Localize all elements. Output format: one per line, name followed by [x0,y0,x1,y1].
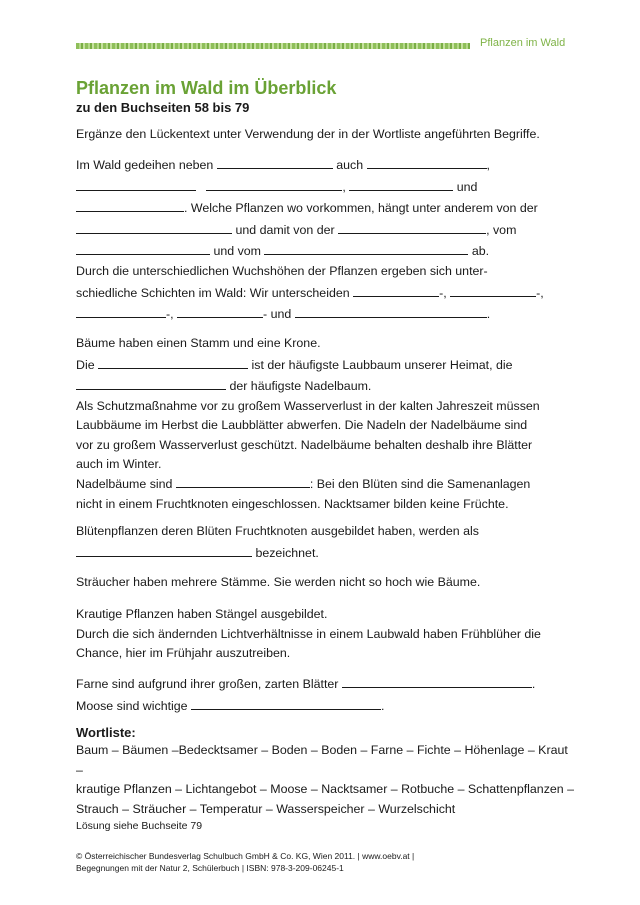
instruction: Ergänze den Lückentext unter Verwendung der in der Wortliste angeführten Begriffe. [76,127,540,141]
text: . [486,307,491,321]
cloze-line [76,176,576,198]
wortliste-title: Wortliste: [76,725,136,740]
blank-field[interactable] [76,197,184,212]
page-title: Pflanzen im Wald im Überblick [76,78,337,98]
text: vor zu großem Wasserverlust geschützt. Nadelbäume behalten deshalb ihre Blätter [76,437,533,452]
text: Krautige Pflanzen haben Stängel ausgebildet. [76,607,328,621]
text: ist der häufigste Laubbaum unserer Heimat, die [251,357,513,372]
text: . [381,698,385,713]
blank-field[interactable] [191,695,381,710]
cloze-line [76,240,576,262]
text: auch im Winter. [76,457,162,471]
text: -, [536,285,544,300]
text: Durch die unterschiedlichen Wuchshöhen der Pflanzen ergeben sich unter- [76,264,488,278]
blank-field[interactable] [76,240,210,255]
text: , [342,179,346,194]
text: Als Schutzmaßnahme vor zu großem Wasserverlust in der kalten Jahreszeit müssen [76,398,540,413]
blank-field[interactable] [176,473,310,488]
header-title: Pflanzen im Wald [480,37,566,49]
cloze-paragraph-5 [76,522,576,563]
blank-field[interactable] [450,282,536,297]
text: der häufigste Nadelbaum. [229,379,372,393]
paragraph-6: Sträucher haben mehrere Stämme. Sie werden nicht so hoch wie Bäume. [76,575,481,589]
cloze-line [76,282,576,304]
blank-field[interactable] [206,176,342,191]
text: schiedliche Schichten im Wald: Wir unterscheiden [76,285,350,300]
blank-field[interactable] [295,303,487,318]
text: auch [336,158,364,172]
paragraph-7 [76,605,576,664]
text: Blütenpflanzen deren Blüten Fruchtknoten ausgebildet haben, werden als [76,524,479,538]
text: nicht in einem Fruchtknoten eingeschlossen. Nacktsamer bilden keine Früchte. [76,496,509,511]
blank-field[interactable] [177,303,263,318]
blank-field[interactable] [76,375,226,390]
blank-field[interactable] [76,303,166,318]
text: Die [76,357,95,372]
text: Im Wald gedeihen neben [76,158,214,172]
cloze-line [76,197,576,219]
blank-field[interactable] [353,282,439,297]
text: Farne sind aufgrund ihrer großen, zarten Blätter [76,677,339,691]
text: , [486,158,490,172]
text: und [456,179,478,194]
text: Durch die sich ändernden Lichtverhältnisse in einem Laubwald haben Frühblüher die [76,626,541,641]
blank-field[interactable] [342,673,532,688]
text: bezeichnet. [255,545,319,560]
cloze-paragraph-1 [76,154,576,262]
copyright-line: Begegnungen mit der Natur 2, Schülerbuch | ISBN: 978-3-209-06245-1 [76,863,344,873]
wortliste-line: Strauch – Sträucher – Temperatur – Wasserspeicher – Wurzelschicht [76,801,456,816]
solution-hint: Lösung siehe Buchseite 79 [76,820,203,832]
cloze-line [76,542,576,564]
text: . [531,677,536,691]
text: , vom [486,222,517,237]
text: - und [263,307,292,321]
cloze-line [76,154,576,176]
blank-field[interactable] [98,354,248,369]
cloze-paragraph-4 [76,473,576,514]
cloze-line [76,375,576,397]
text: -, [439,285,447,300]
cloze-line [76,354,576,376]
cloze-line [76,695,576,717]
copyright-footer [76,850,414,874]
blank-field[interactable] [349,176,453,191]
cloze-line [76,303,576,325]
text: : Bei den Blüten sind die Samenanlagen [309,477,531,491]
text: ab. [471,244,490,258]
text: Nadelbäume sind [76,477,173,491]
blank-field[interactable] [76,219,232,234]
paragraph-3 [76,334,576,475]
text: und damit von der [235,222,335,237]
cloze-line [76,673,576,695]
blank-field[interactable] [264,240,468,255]
page-subtitle: zu den Buchseiten 58 bis 79 [76,100,250,115]
text: und vom [213,244,261,258]
text: -, [166,307,174,321]
blank-field[interactable] [76,176,196,191]
wortliste [76,741,576,819]
blank-field[interactable] [76,542,252,557]
cloze-line [76,473,576,495]
cloze-line [76,219,576,241]
text: Chance, hier im Frühjahr auszutreiben. [76,646,291,660]
copyright-line: © Österreichischer Bundesverlag Schulbuch GmbH & Co. KG, Wien 2011. | www.oebv.at | [76,851,415,861]
text: Laubbäume im Herbst die Laubblätter abwerfen. Die Nadeln der Nadelbäume sind [76,418,528,432]
text: Bäume haben einen Stamm und eine Krone. [76,336,321,350]
text: . Welche Pflanzen wo vorkommen, hängt unter anderem von der [184,201,538,215]
blank-field[interactable] [367,154,487,169]
blank-field[interactable] [217,154,333,169]
wortliste-line: Baum – Bäumen –Bedecktsamer – Boden – Boden – Farne – Fichte – Höhenlage – Kraut – [76,743,568,777]
wortliste-line: krautige Pflanzen – Lichtangebot – Moose – Nacktsamer – Rotbuche – Schattenpflanzen – [76,782,575,796]
cloze-paragraph-8 [76,673,576,716]
cloze-paragraph-2 [76,262,576,325]
text: Moose sind wichtige [76,698,188,713]
header-decoration-band [76,43,470,49]
blank-field[interactable] [338,219,486,234]
